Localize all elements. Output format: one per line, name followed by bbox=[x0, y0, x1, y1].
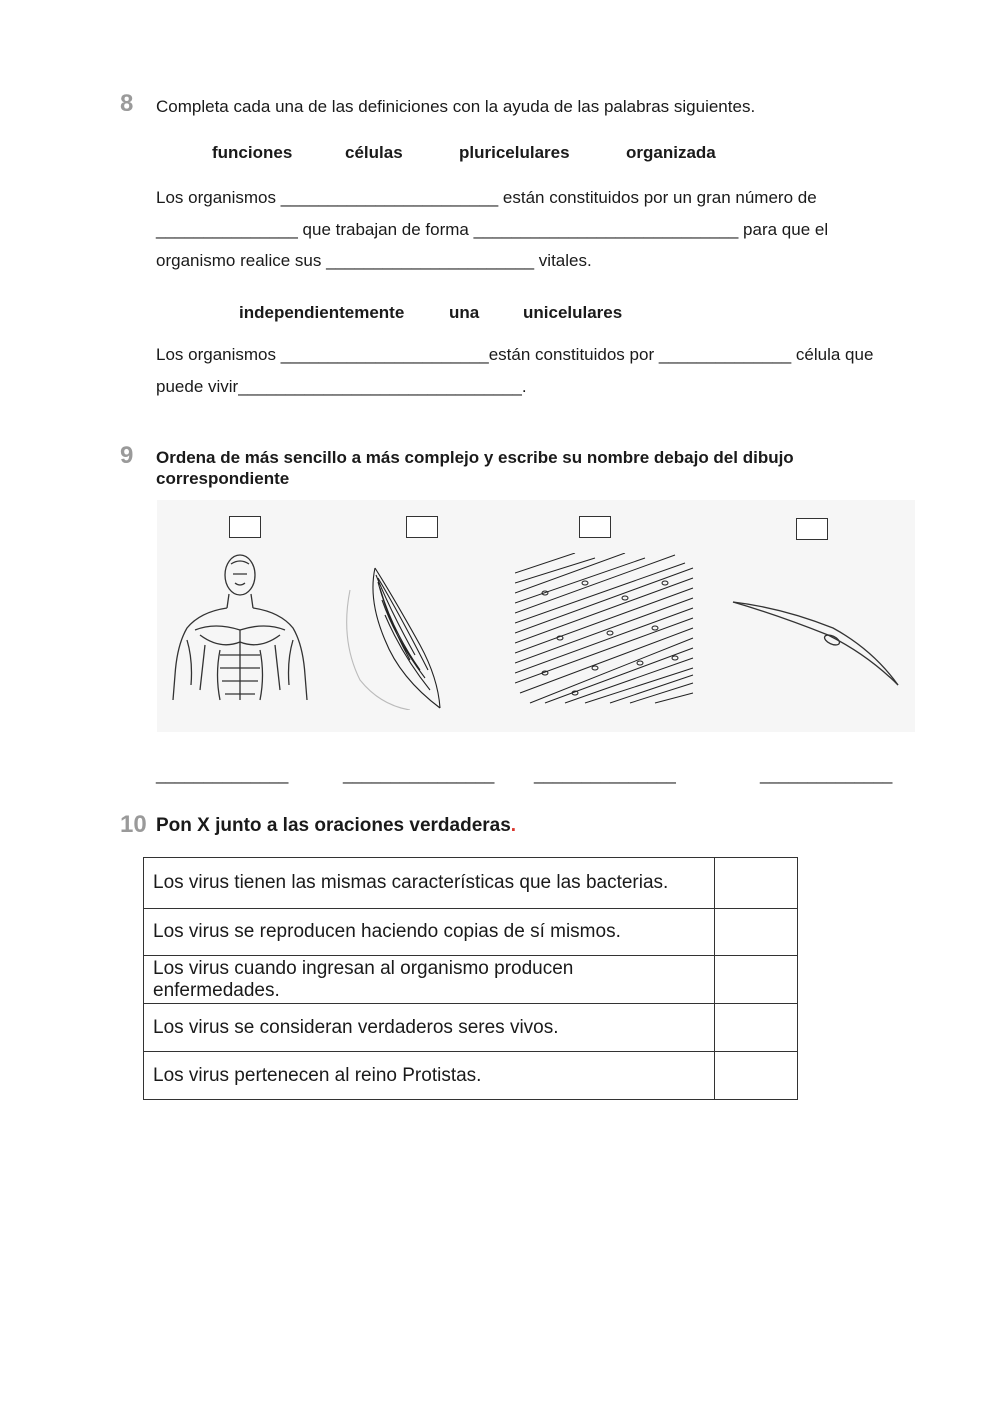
true-false-table bbox=[143, 857, 798, 1100]
order-box-1[interactable] bbox=[229, 516, 261, 538]
muscle-tissue-icon bbox=[515, 553, 695, 705]
q8-instruction: Completa cada una de las definiciones con la ayuda de las palabras siguientes. bbox=[156, 97, 756, 116]
table-row bbox=[144, 858, 798, 909]
q9-instruction-line1: Ordena de más sencillo a más complejo y escribe su nombre debajo del dibujo bbox=[156, 448, 794, 467]
statement-cell: Los virus pertenecen al reino Protistas. bbox=[144, 1052, 715, 1100]
order-box-2[interactable] bbox=[406, 516, 438, 538]
statement-cell: Los virus se consideran verdaderos seres vivos. bbox=[144, 1004, 715, 1052]
word-bank-item: independientemente bbox=[239, 303, 405, 322]
fill-in-line[interactable]: organismo realice sus ______________________ vitales. bbox=[156, 251, 592, 270]
fill-in-line[interactable]: puede vivir______________________________. bbox=[156, 377, 527, 396]
fill-in-line[interactable]: Los organismos ______________________están constituidos por ______________ célula que bbox=[156, 345, 874, 364]
table-row bbox=[144, 1004, 798, 1052]
word-bank-item: células bbox=[345, 143, 403, 162]
fill-in-line[interactable]: Los organismos _______________________ están constituidos por un gran número de bbox=[156, 188, 817, 207]
muscle-cell-icon bbox=[728, 590, 903, 690]
statement-cell: Los virus tienen las mismas características que las bacterias. bbox=[144, 858, 715, 909]
word-bank-item: unicelulares bbox=[523, 303, 623, 322]
table-row bbox=[144, 909, 798, 956]
answer-line-4[interactable]: ______________ bbox=[760, 765, 893, 784]
q8-number: 8 bbox=[120, 90, 134, 117]
muscle-icon bbox=[340, 560, 450, 710]
word-bank-item: pluricelulares bbox=[459, 143, 570, 162]
word-bank-item: funciones bbox=[212, 143, 293, 162]
q10-instruction: Pon X junto a las oraciones verdaderas. bbox=[156, 815, 517, 836]
word-bank-item: organizada bbox=[626, 143, 716, 162]
answer-cell[interactable] bbox=[715, 909, 798, 956]
statement-cell: Los virus cuando ingresan al organismo producen enfermedades. bbox=[144, 956, 715, 1004]
answer-cell[interactable] bbox=[715, 1052, 798, 1100]
statement-cell: Los virus se reproducen haciendo copias de sí mismos. bbox=[144, 909, 715, 956]
order-box-4[interactable] bbox=[796, 518, 828, 540]
q9-number: 9 bbox=[120, 442, 134, 469]
answer-cell[interactable] bbox=[715, 1004, 798, 1052]
muscular-body-icon bbox=[165, 550, 315, 705]
answer-cell[interactable] bbox=[715, 956, 798, 1004]
answer-line-3[interactable]: _______________ bbox=[534, 765, 676, 784]
fill-in-line[interactable]: _______________ que trabajan de forma ____________________________ para que el bbox=[156, 220, 829, 239]
answer-line-2[interactable]: ________________ bbox=[343, 765, 495, 784]
answer-line-1[interactable]: ______________ bbox=[156, 765, 289, 784]
q9-instruction-line2: correspondiente bbox=[156, 469, 290, 488]
answer-cell[interactable] bbox=[715, 858, 798, 909]
word-bank-item: una bbox=[449, 303, 480, 322]
table-row bbox=[144, 1052, 798, 1100]
order-box-3[interactable] bbox=[579, 516, 611, 538]
table-row bbox=[144, 956, 798, 1004]
q10-number: 10 bbox=[120, 811, 147, 838]
